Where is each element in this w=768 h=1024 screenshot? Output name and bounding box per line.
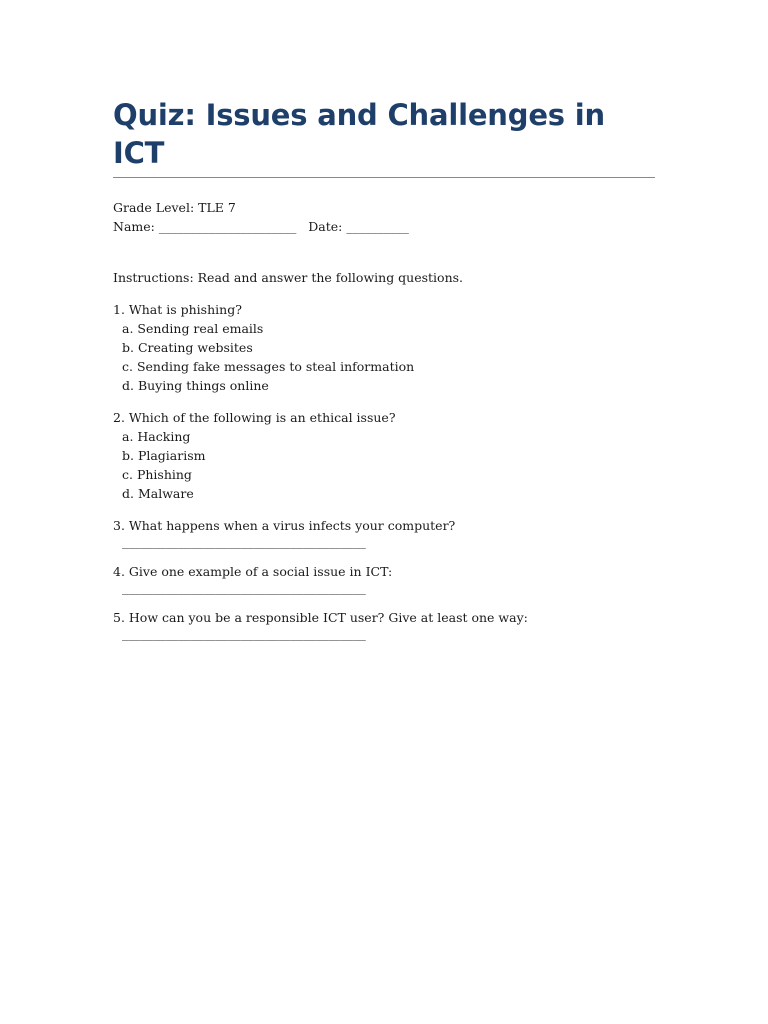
- quiz-title: Quiz: Issues and Challenges in ICT: [113, 96, 655, 178]
- option-b: b. Plagiarism: [122, 448, 206, 463]
- question-prompt: 1. What is phishing?: [113, 302, 242, 317]
- instructions: Instructions: Read and answer the following questions.: [113, 270, 464, 285]
- name-date-line: Name: ______________________ Date: __________: [113, 219, 409, 234]
- document-page: [113, 96, 655, 641]
- grade-level: Grade Level: TLE 7: [113, 200, 236, 215]
- student-info: [113, 198, 655, 236]
- answer-line: _______________________________________: [122, 534, 366, 549]
- question-4: [113, 562, 655, 595]
- answer-line: _______________________________________: [122, 580, 366, 595]
- question-prompt: 3. What happens when a virus infects your computer?: [113, 518, 456, 533]
- option-a: a. Sending real emails: [122, 321, 264, 336]
- option-d: d. Buying things online: [122, 378, 269, 393]
- question-prompt: 2. Which of the following is an ethical issue?: [113, 410, 396, 425]
- question-prompt: 4. Give one example of a social issue in ICT:: [113, 564, 393, 579]
- option-c: c. Phishing: [122, 467, 192, 482]
- option-b: b. Creating websites: [122, 340, 253, 355]
- question-2: [113, 408, 655, 503]
- question-3: [113, 516, 655, 549]
- answer-line: _______________________________________: [122, 626, 366, 641]
- question-1: [113, 300, 655, 395]
- option-a: a. Hacking: [122, 429, 191, 444]
- question-5: [113, 608, 655, 641]
- question-prompt: 5. How can you be a responsible ICT user? Give at least one way:: [113, 610, 528, 625]
- option-c: c. Sending fake messages to steal information: [122, 359, 415, 374]
- option-d: d. Malware: [122, 486, 194, 501]
